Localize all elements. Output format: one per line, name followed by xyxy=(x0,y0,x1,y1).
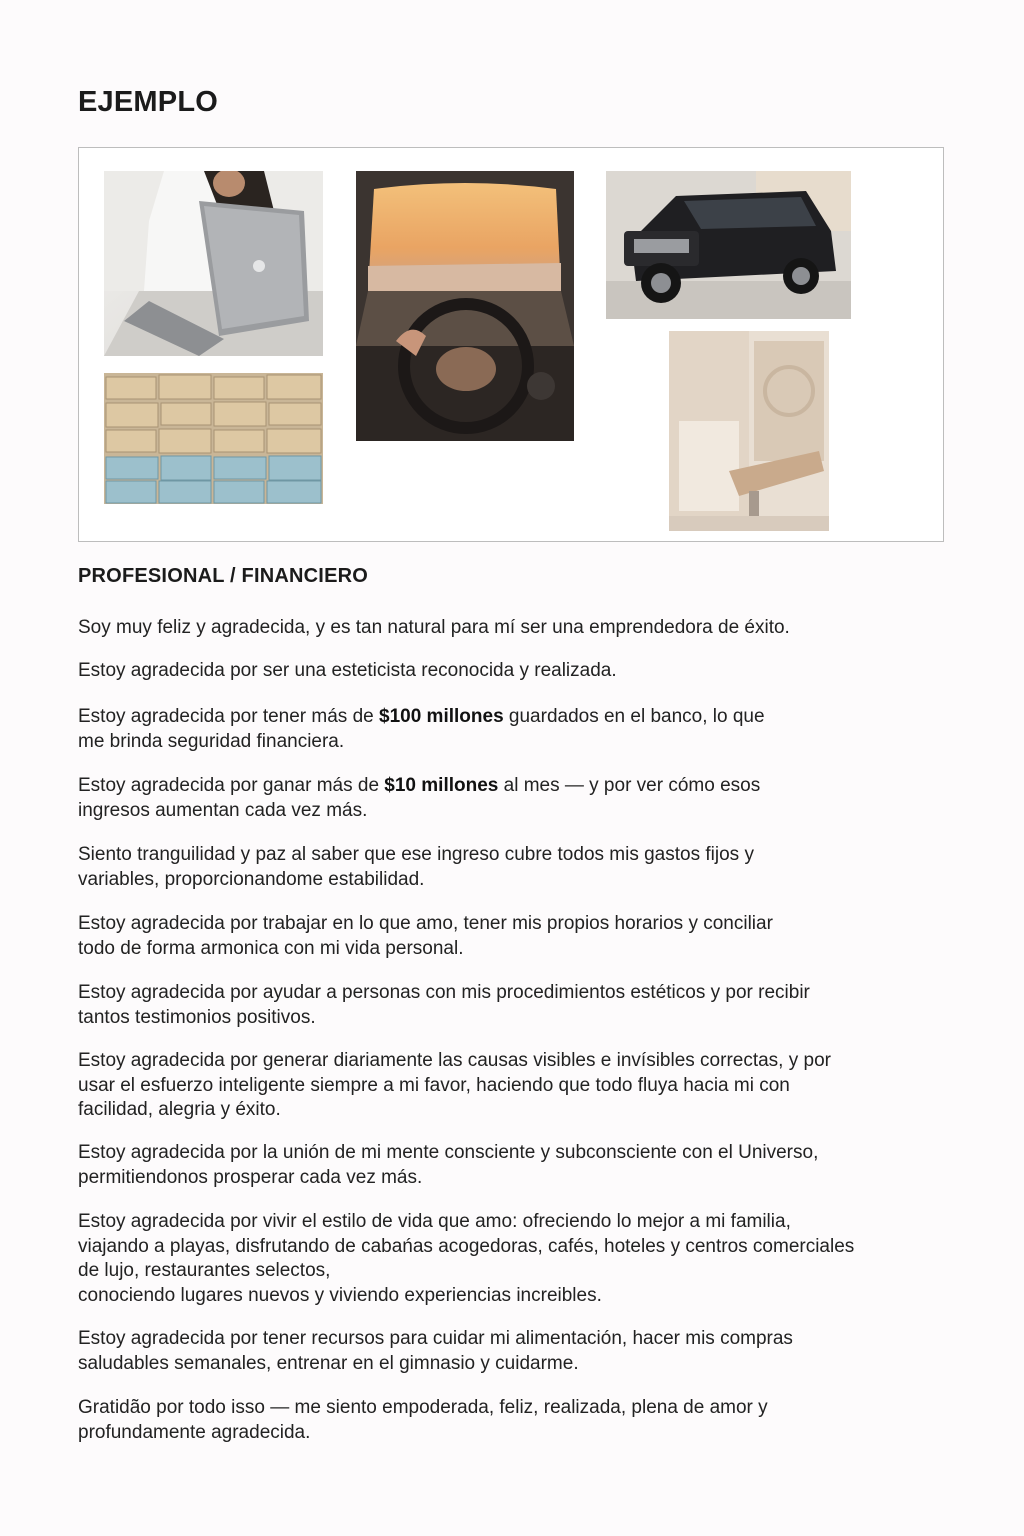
text-run: al mes — y por ver cómo esos xyxy=(498,775,761,796)
paragraph-line: usar el esfuerzo inteligente siempre a mi favor, haciendo que todo fluya hacia mi con xyxy=(78,1074,790,1096)
paragraph-line: todo de forma armonica con mi vida personal. xyxy=(78,937,464,959)
affirmation-paragraph xyxy=(78,1141,998,1190)
highlighted-amount: $100 millones xyxy=(379,706,504,727)
affirmation-paragraph xyxy=(78,774,998,823)
paragraph-line: Estoy agradecida por vivir el estilo de vida que amo: ofreciendo lo mejor a mi familia, xyxy=(78,1211,791,1232)
paragraph-line: Estoy agradecida por ayudar a personas con mis procedimientos estéticos y por recibir xyxy=(78,982,810,1003)
paragraph-line: profundamente agradecida. xyxy=(78,1421,311,1443)
highlighted-amount: $10 millones xyxy=(384,775,499,796)
paragraph-line: Gratidão por todo isso — me siento empoderada, feliz, realizada, plena de amor y xyxy=(78,1397,768,1418)
text-run: Estoy agradecida por tener más de xyxy=(78,706,380,727)
page-title: EJEMPLO xyxy=(78,86,218,118)
text-run: Estoy agradecida por ganar más de xyxy=(78,775,385,796)
affirmation-paragraph xyxy=(78,981,998,1030)
paragraph-line: Estoy agradecida por tener recursos para cuidar mi alimentación, hacer mis compras xyxy=(78,1328,793,1349)
paragraph-line: variables, proporcionandome estabilidad. xyxy=(78,868,425,890)
affirmation-paragraph xyxy=(78,1396,998,1445)
money-stacks-photo xyxy=(104,373,323,504)
affirmation-paragraph xyxy=(78,705,998,754)
section-title: PROFESIONAL / FINANCIERO xyxy=(78,565,369,587)
affirmation-paragraph xyxy=(78,659,998,684)
text-run: guardados en el banco, lo que xyxy=(503,706,765,727)
paragraph-line: Estoy agradecida por ser una esteticista reconocida y realizada. xyxy=(78,660,617,681)
paragraph-line xyxy=(78,774,998,799)
paragraph-line: Estoy agradecida por la unión de mi mente consciente y subconsciente con el Universo, xyxy=(78,1142,819,1163)
affirmation-paragraph xyxy=(78,1210,998,1308)
image-collage xyxy=(78,147,944,542)
paragraph-line: permitiendonos prosperar cada vez más. xyxy=(78,1166,423,1188)
paragraph-line xyxy=(78,705,998,730)
paragraph-line: Soy muy feliz y agradecida, y es tan natural para mí ser una emprendedora de éxito. xyxy=(78,617,790,638)
paragraph-line: Estoy agradecida por generar diariamente las causas visibles e invísibles correctas, y por xyxy=(78,1050,831,1071)
affirmation-paragraph xyxy=(78,912,998,961)
paragraph-line: ingresos aumentan cada vez más. xyxy=(78,799,368,821)
woman-laptop-photo xyxy=(104,171,323,356)
paragraph-line: facilidad, alegria y éxito. xyxy=(78,1099,281,1120)
black-suv-photo xyxy=(606,171,851,319)
paragraph-line: conociendo lugares nuevos y viviendo experiencias increibles. xyxy=(78,1284,602,1306)
paragraph-line: me brinda seguridad financiera. xyxy=(78,730,345,752)
aesthetic-clinic-photo xyxy=(669,331,829,531)
affirmation-paragraph xyxy=(78,1049,998,1123)
paragraph-line: Estoy agradecida por trabajar en lo que amo, tener mis propios horarios y conciliar xyxy=(78,913,773,934)
paragraph-line: viajando a playas, disfrutando de cabańas acogedoras, cafés, hoteles y centros comerciales xyxy=(78,1235,855,1257)
driving-sunset-photo xyxy=(356,171,574,441)
paragraph-line: Siento tranguilidad y paz al saber que ese ingreso cubre todos mis gastos fijos y xyxy=(78,844,754,865)
affirmation-paragraph xyxy=(78,843,998,892)
affirmation-paragraph xyxy=(78,1327,998,1376)
paragraph-line: de lujo, restaurantes selectos, xyxy=(78,1260,331,1281)
affirmation-paragraph xyxy=(78,616,998,641)
paragraph-line: saludables semanales, entrenar en el gimnasio y cuidarme. xyxy=(78,1352,579,1374)
paragraph-line: tantos testimonios positivos. xyxy=(78,1006,316,1028)
